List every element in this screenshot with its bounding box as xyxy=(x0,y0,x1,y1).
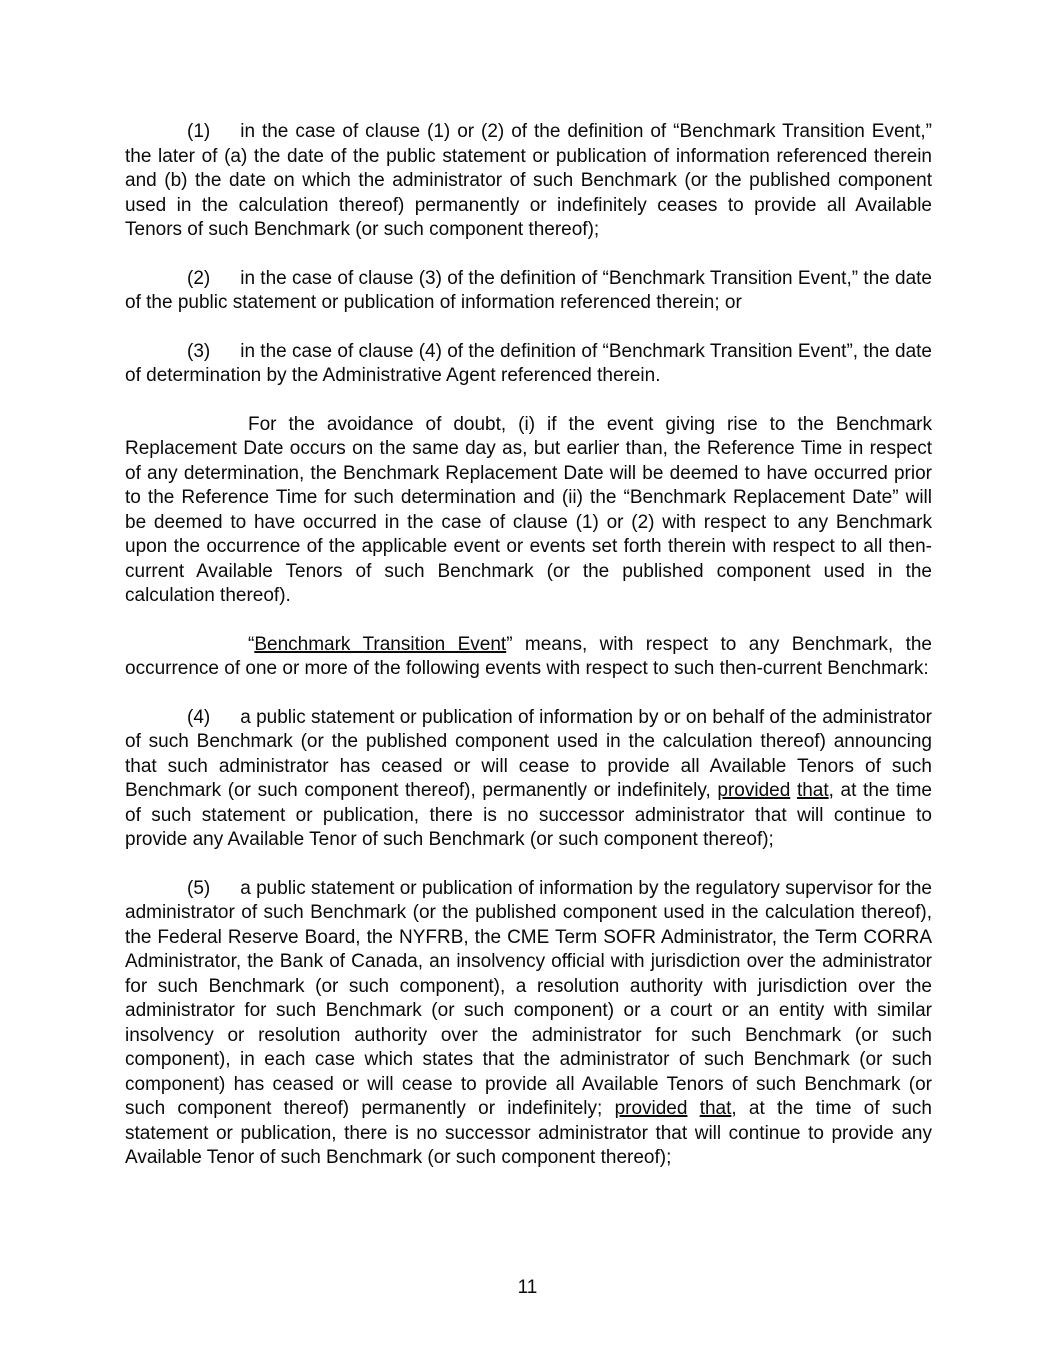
avoidance-paragraph xyxy=(125,413,932,609)
paragraph-text: ” means, with respect to any Benchmark, the occurrence of one or more of the following events with respect to such then-current Benchmark: xyxy=(125,633,932,679)
clause-text: a public statement or publication of information by the regulatory supervisor for the administrator of such Benchmark (or the published component used in the calculation thereof), the Federal Reserve Board, the NYFRB, the CME Term SOFR Administrator, the Term CORRA Administrator, the Bank of Canada, an insolvency official with jurisdiction over the administrator for such Benchmark (or such component), a resolution authority with jurisdiction over the administrator for such Benchmark (or such component) or a court or an entity with similar insolvency or resolution authority over the administrator for such Benchmark (or such component), in each case which states that the administrator of such Benchmark (or such component) has ceased or will cease to provide all Available Tenors of such Benchmark (or such component thereof) permanently or indefinitely; xyxy=(125,877,932,1119)
clause-paragraph-4 xyxy=(125,706,932,853)
proviso-word: that xyxy=(796,780,829,801)
defined-term: Benchmark Transition Event xyxy=(254,633,507,655)
page-number: 11 xyxy=(517,1277,538,1298)
clause-text: in the case of clause (4) of the definition of “Benchmark Transition Event”, the date of determination by the Administrative Agent referenced therein. xyxy=(125,340,932,386)
open-quote: “ xyxy=(248,633,255,655)
clause-number: (5) xyxy=(187,877,211,899)
proviso-word: that xyxy=(699,1098,732,1119)
proviso-word: provided xyxy=(614,1098,688,1119)
clause-number: (1) xyxy=(187,121,211,142)
clause-number: (4) xyxy=(187,706,211,728)
clause-text: in the case of clause (3) of the definition of “Benchmark Transition Event,” the date of the public statement or publication of information referenced therein; or xyxy=(125,267,932,313)
clause-number: (3) xyxy=(187,340,211,362)
definition-paragraph xyxy=(125,633,932,682)
proviso-word: provided xyxy=(717,780,791,801)
clause-number: (2) xyxy=(187,267,211,289)
clause-text: , at the time of such statement or publication, there is no successor administrator that will continue to provide any Available Tenor of such Benchmark (or such component thereof); xyxy=(125,1098,933,1168)
clause-text: a public statement or publication of information by or on behalf of the administrator of such Benchmark (or the published component used in the calculation thereof) announcing that such administrator has ceased or will cease to provide all Available Tenors of such Benchmark (or such component thereof), permanently or indefinitely, xyxy=(125,706,933,801)
clause-paragraph-5 xyxy=(125,877,932,1171)
clause-paragraph-3 xyxy=(125,340,932,389)
clause-text: in the case of clause (1) or (2) of the definition of “Benchmark Transition Event,” the later of (a) the date of the public statement or publication of information referenced therein and (b) the date on which the administrator of such Benchmark (or the published component used in the calculation thereof) permanently or indefinitely ceases to provide all Available Tenors of such Benchmark (or such component thereof); xyxy=(125,121,932,240)
paragraph-text: For the avoidance of doubt, (i) if the event giving rise to the Benchmark Replacement Date occurs on the same day as, but earlier than, the Reference Time in respect of any determination, the Benchmark Replacement Date will be deemed to have occurred prior to the Reference Time for such determination and (ii) the “Benchmark Replacement Date” will be deemed to have occurred in the case of clause (1) or (2) with respect to any Benchmark upon the occurrence of the applicable event or events set forth therein with respect to all then-current Available Tenors of such Benchmark (or the published component used in the calculation thereof). xyxy=(125,413,932,606)
clause-paragraph-2 xyxy=(125,267,932,316)
clause-text: , at the time of such statement or publication, there is no successor administrator that will continue to provide any Available Tenor of such Benchmark (or such component thereof); xyxy=(125,780,932,850)
clause-paragraph-1 xyxy=(125,120,932,243)
